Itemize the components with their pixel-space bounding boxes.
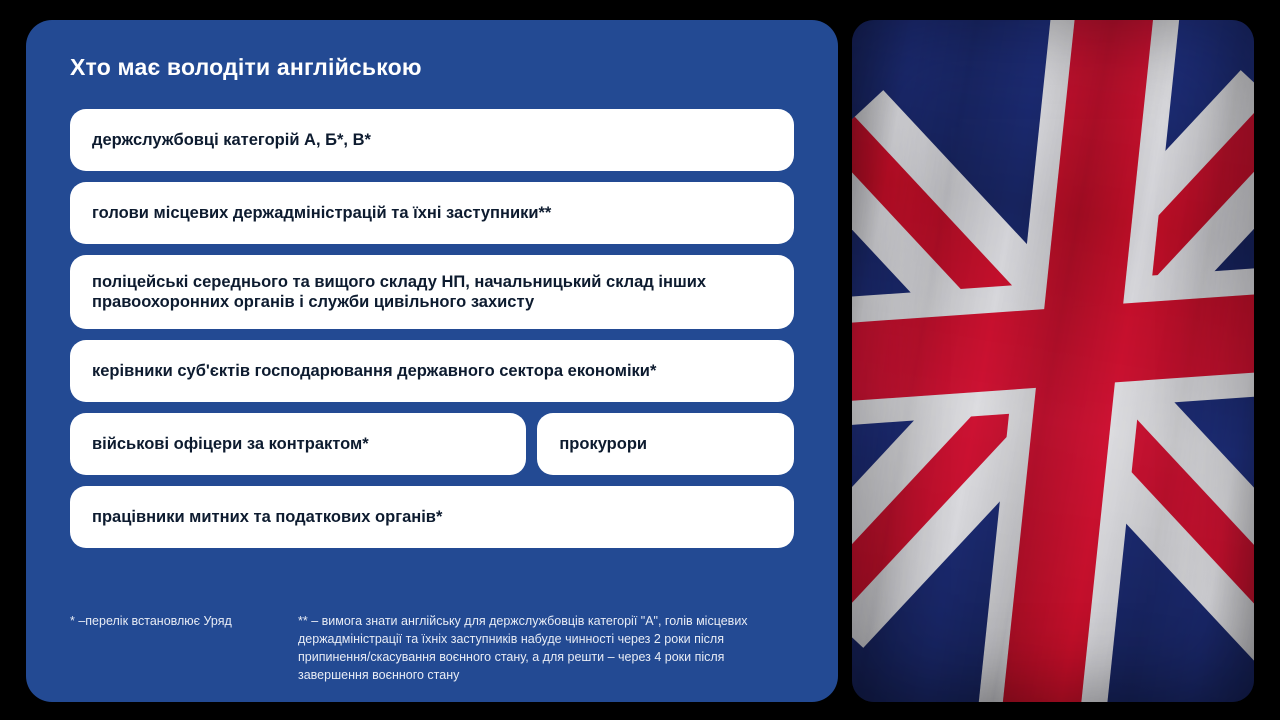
footnotes <box>70 600 794 685</box>
list-item: керівники суб'єктів господарювання державного сектора економіки* <box>70 340 794 402</box>
card-row <box>70 340 794 402</box>
footnote-single-asterisk: * –перелік встановлює Уряд <box>70 614 232 628</box>
list-item: держслужбовці категорій А, Б*, В* <box>70 109 794 171</box>
list-item: військові офіцери за контрактом* <box>70 413 526 475</box>
list-item: поліцейські середнього та вищого складу НП, начальницький склад інших правоохоронних органів і служби цивільного захисту <box>70 255 794 329</box>
list-item: голови місцевих держадміністрацій та їхні заступники** <box>70 182 794 244</box>
content-panel <box>26 20 838 702</box>
list-item: працівники митних та податкових органів* <box>70 486 794 548</box>
requirement-card-list <box>70 109 794 548</box>
flag-panel <box>852 20 1254 702</box>
flag-vignette <box>852 20 1254 702</box>
card-row <box>70 182 794 244</box>
page-title: Хто має володіти англійською <box>70 54 422 80</box>
card-row <box>70 255 794 329</box>
list-item: прокурори <box>537 413 794 475</box>
united-kingdom-flag-icon <box>852 20 1254 702</box>
card-row <box>70 413 794 475</box>
card-row <box>70 109 794 171</box>
card-row <box>70 486 794 548</box>
footnote-double-asterisk: ** – вимога знати англійську для держслужбовців категорії "А", голів місцевих держадміністрації та їхніх заступників набуде чинності через 2 роки після припинення/скасування воєнного стану, а для решти – через 4 роки після завершення воєнного стану <box>298 614 748 683</box>
